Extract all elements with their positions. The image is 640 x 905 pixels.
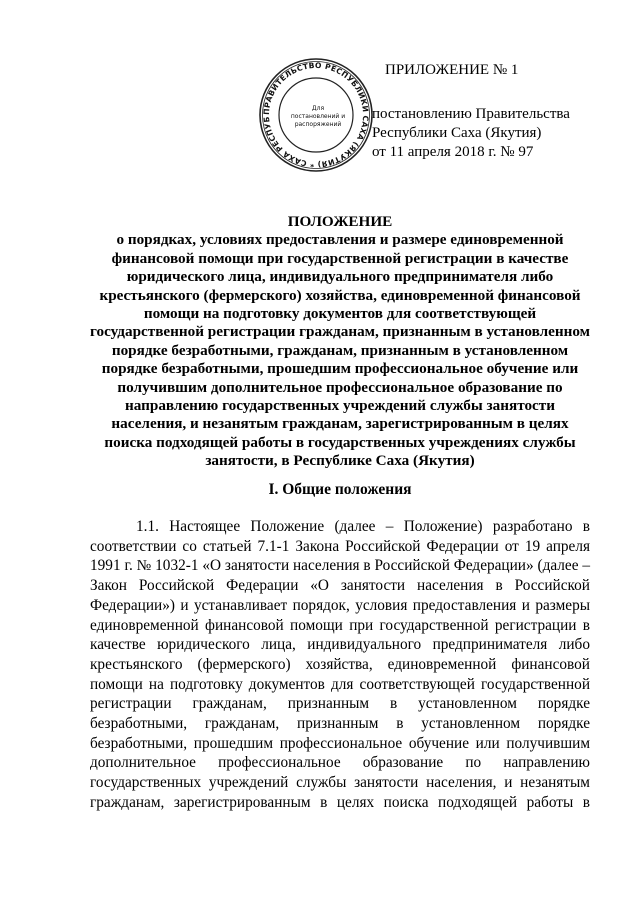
paragraph-line: качестве юридического лица, индивидуального предпринимателя либо <box>90 636 590 654</box>
title-line: о порядках, условиях предоставления и размере единовременной <box>116 231 564 249</box>
title-heading: ПОЛОЖЕНИЕ <box>287 213 393 230</box>
paragraph-line: соответствии со статьей 7.1-1 Закона Российской Федерации от 19 апреля <box>90 537 590 555</box>
seal-center-text-2: постановлений и <box>290 113 346 120</box>
body-paragraph <box>90 517 590 813</box>
paragraph-line: Федерации») и устанавливает порядок, условия предоставления и размеры <box>90 596 590 614</box>
title-line: порядке безработными, прошедшим профессиональное обучение или <box>101 360 579 378</box>
title-line: юридического лица, индивидуального предпринимателя либо <box>126 268 554 286</box>
document-title <box>90 213 590 471</box>
title-line: государственной регистрации гражданам, признанным в установленном <box>90 323 590 341</box>
paragraph-line: гражданам, зарегистрированным в целях поиска подходящей работы в <box>90 793 590 811</box>
appendix-ref-line-1: постановлению Правительства <box>372 106 570 122</box>
seal-center-text-1: Для <box>311 105 325 112</box>
paragraph-line: безработными, прошедшим профессиональное обучение или получившим <box>90 734 590 752</box>
official-seal <box>258 57 374 173</box>
seal-center-text-3: распоряжений <box>294 121 342 128</box>
appendix-title: ПРИЛОЖЕНИЕ № 1 <box>385 62 519 78</box>
title-line: получившим дополнительное профессиональное образование по <box>117 378 563 396</box>
title-line: финансовой помощи при государственной регистрации в качестве <box>111 249 569 267</box>
paragraph-line: дополнительное профессиональное образование по направлению <box>90 754 590 772</box>
paragraph-line: государственных учреждений службы занятости населения, и незанятым <box>90 774 590 792</box>
paragraph-line: 1.1. Настоящее Положение (далее – Положение) разработано в <box>136 518 590 535</box>
appendix-ref-line-2: Республики Саха (Якутия) <box>372 125 542 141</box>
section-heading: I. Общие положения <box>268 481 412 498</box>
paragraph-line: регистрации гражданам, признанным в установленном порядке <box>90 695 590 713</box>
paragraph-line: крестьянского (фермерского) хозяйства, единовременной финансовой <box>90 655 590 673</box>
paragraph-line: помощи на подготовку документов для соответствующей государственной <box>90 675 590 693</box>
paragraph-line: Закон Российской Федерации «О занятости населения в Российской <box>90 577 590 595</box>
paragraph-line: 1991 г. № 1032-1 «О занятости населения в Российской Федерации» (далее – <box>90 557 590 575</box>
title-line: занятости, в Республике Саха (Якутия) <box>205 452 475 470</box>
title-line: населения, и незанятым гражданам, зарегистрированным в целях <box>111 415 569 433</box>
title-line: порядке безработными, гражданам, признанным в установленном <box>111 341 569 359</box>
seal-graphic <box>258 57 374 173</box>
appendix-ref-line-3: от 11 апреля 2018 г. № 97 <box>372 144 534 160</box>
title-line: крестьянского (фермерского) хозяйства, единовременной финансовой <box>99 286 581 304</box>
paragraph-line: единовременной финансовой помощи при государственной регистрации в <box>90 616 590 634</box>
title-line: помощи на подготовку документов для соответствующей <box>143 305 537 323</box>
title-line: направлению государственных учреждений службы занятости <box>124 397 556 415</box>
seal-ring-text: ПРАВИТЕЛЬСТВО РЕСПУБЛИКИ САХА (ЯКУТИЯ) * САХА РЕСПУБ <box>261 60 371 170</box>
title-line: поиска подходящей работы в государственных учреждениях службы <box>104 433 576 451</box>
paragraph-line: безработными, гражданам, признанным в установленном порядке <box>90 715 590 733</box>
